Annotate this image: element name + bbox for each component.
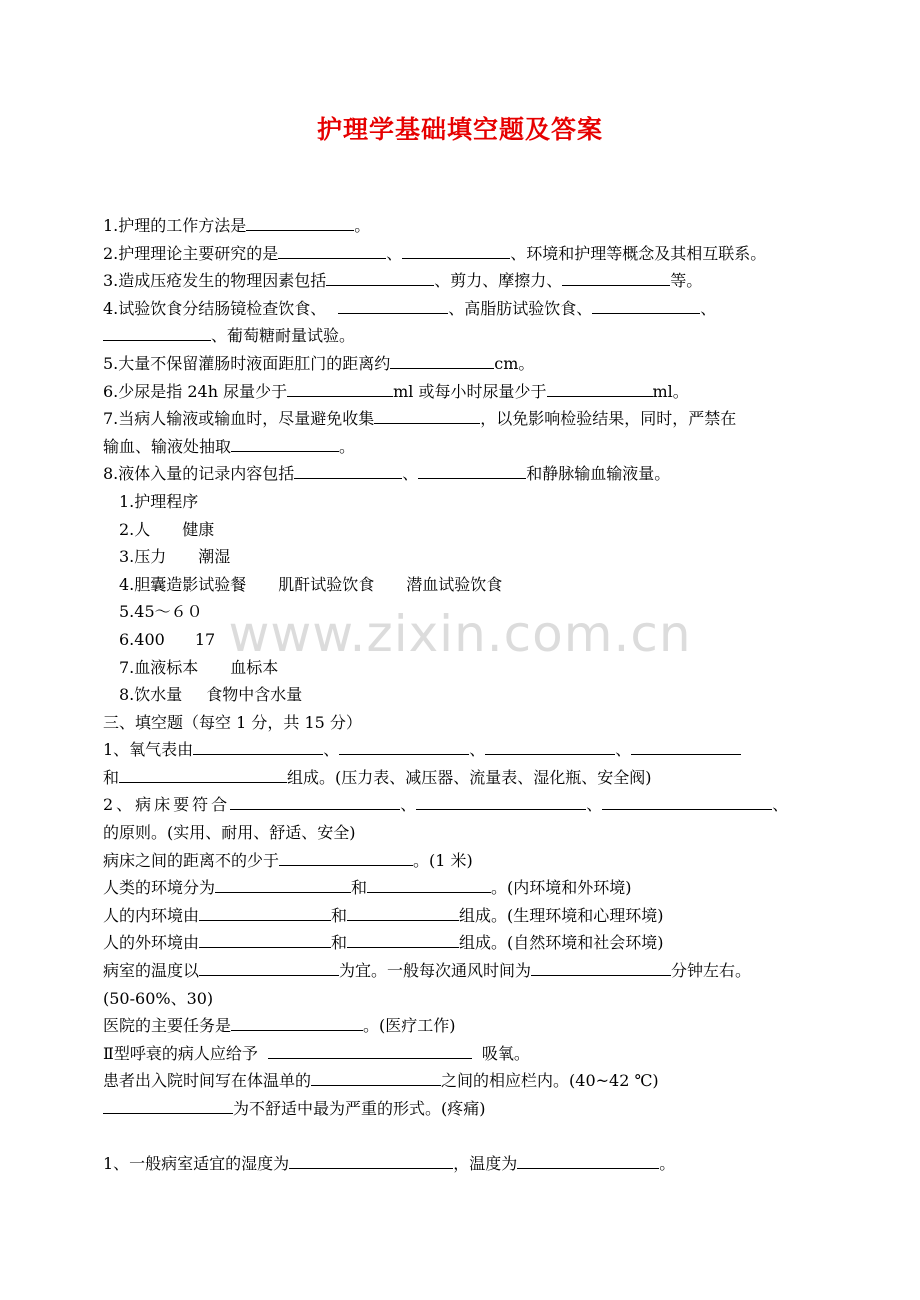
question-2 bbox=[103, 240, 823, 268]
answer-text: 潮湿 bbox=[198, 547, 231, 567]
question-text: 人类的环境分为 bbox=[103, 878, 216, 898]
answer-blank bbox=[311, 1070, 441, 1086]
question-text: Ⅱ型呼衰的病人应给予 bbox=[103, 1043, 258, 1063]
answer-blank bbox=[215, 877, 351, 893]
question-7 bbox=[103, 405, 823, 433]
answer-blank bbox=[517, 1153, 659, 1169]
answer-blank bbox=[531, 960, 671, 976]
answer-6 bbox=[103, 626, 823, 654]
section-question-7 bbox=[103, 957, 823, 985]
answer-blank bbox=[231, 436, 339, 452]
question-text: 之间的相应栏内。(40~42 ℃) bbox=[441, 1071, 659, 1091]
question-text: 。(内环境和外环境) bbox=[491, 878, 632, 898]
question-text: 和 bbox=[331, 933, 348, 953]
answer-text: 17 bbox=[194, 629, 216, 649]
section-question-11 bbox=[103, 1095, 823, 1123]
question-text: 的原则。(实用、耐用、舒适、安全) bbox=[103, 823, 356, 843]
question-text: ml 或每小时尿量少于 bbox=[393, 381, 547, 401]
answer-blank bbox=[287, 381, 393, 397]
question-text: 。(医疗工作) bbox=[363, 1016, 456, 1036]
question-text: 输血、输液处抽取 bbox=[103, 436, 232, 456]
question-text: 2、病床要符合 bbox=[103, 795, 231, 815]
question-text: 医院的主要任务是 bbox=[103, 1016, 232, 1036]
question-text: cm。 bbox=[494, 353, 535, 373]
question-text: ，以免影响检验结果，同时，严禁在 bbox=[480, 409, 737, 429]
question-4 bbox=[103, 295, 823, 323]
answer-1 bbox=[103, 488, 823, 516]
section-question-12 bbox=[103, 1150, 823, 1178]
answer-blank bbox=[279, 850, 413, 866]
question-text: ，温度为 bbox=[453, 1154, 518, 1174]
question-text: 病室的温度以 bbox=[103, 961, 200, 981]
answer-blank bbox=[103, 1098, 233, 1114]
answer-7 bbox=[103, 654, 823, 682]
answer-text: 8.饮水量 bbox=[119, 685, 183, 705]
page-title: 护理学基础填空题及答案 bbox=[316, 115, 603, 144]
question-text: 组成。(自然环境和社会环境) bbox=[459, 933, 664, 953]
section-question-9 bbox=[103, 1040, 823, 1068]
answer-text: 5.45～６０ bbox=[119, 602, 203, 622]
question-text: 和 bbox=[103, 767, 120, 787]
answer-blank bbox=[193, 739, 323, 755]
question-text: 患者出入院时间写在体温单的 bbox=[103, 1071, 312, 1091]
answer-blank bbox=[338, 298, 448, 314]
answer-blank bbox=[119, 767, 287, 783]
question-text: 1.护理的工作方法是 bbox=[103, 216, 247, 235]
question-text: 、剪力、摩擦力、 bbox=[434, 271, 563, 291]
question-text: 、 bbox=[400, 795, 417, 815]
question-text: 7.当病人输液或输血时，尽量避免收集 bbox=[103, 409, 375, 429]
answer-blank bbox=[230, 794, 400, 810]
answer-text: 潜血试验饮食 bbox=[406, 574, 503, 594]
answer-blank bbox=[402, 243, 510, 259]
question-text: 4.试验饮食分结肠镜检查饮食、 bbox=[103, 298, 327, 318]
question-8 bbox=[103, 460, 823, 488]
section-question-10 bbox=[103, 1067, 823, 1095]
question-text: 1、氧气表由 bbox=[103, 740, 194, 760]
question-text: 。(1 米) bbox=[413, 850, 473, 870]
question-text: 、 bbox=[700, 298, 717, 318]
question-text: ml。 bbox=[652, 381, 689, 401]
answer-blank bbox=[103, 325, 211, 341]
section-question-8 bbox=[103, 1012, 823, 1040]
answer-blank bbox=[289, 1153, 453, 1169]
question-text: 和静脉输血输液量。 bbox=[526, 464, 671, 484]
question-text: 、 bbox=[386, 243, 403, 263]
question-text: 病床之间的距离不的少于 bbox=[103, 850, 280, 870]
question-text: 、环境和护理等概念及其相互联系。 bbox=[510, 243, 767, 263]
question-5 bbox=[103, 350, 823, 378]
answer-text: 3.压力 bbox=[119, 547, 167, 567]
question-text: 2.护理理论主要研究的是 bbox=[103, 243, 279, 263]
section-question-7-cont bbox=[103, 985, 823, 1013]
question-text: 分钟左右。 bbox=[671, 961, 752, 981]
answer-text: 7.血液标本 bbox=[119, 657, 199, 677]
question-text: 1、一般病室适宜的湿度为 bbox=[103, 1154, 290, 1174]
question-text: 。 bbox=[659, 1154, 676, 1174]
answer-text: 6.400 bbox=[119, 629, 165, 649]
answer-blank bbox=[418, 463, 526, 479]
answer-blank bbox=[268, 1043, 472, 1059]
answer-text: 血标本 bbox=[230, 657, 279, 677]
answer-blank bbox=[547, 381, 653, 397]
answer-blank bbox=[390, 353, 494, 369]
answer-text: 肌酐试验饮食 bbox=[278, 574, 375, 594]
question-text: 5.大量不保留灌肠时液面距肛门的距离约 bbox=[103, 353, 391, 373]
answer-text: 2.人 bbox=[119, 519, 151, 539]
answer-blank bbox=[294, 463, 402, 479]
answer-2 bbox=[103, 516, 823, 544]
question-text: 。 bbox=[354, 216, 371, 235]
answer-text: 1.护理程序 bbox=[119, 491, 199, 511]
section-3-heading: 三、填空题（每空 1 分，共 15 分） bbox=[103, 712, 362, 732]
section-question-1-cont bbox=[103, 764, 823, 792]
answer-blank bbox=[199, 932, 331, 948]
answer-4 bbox=[103, 571, 823, 599]
answer-blank bbox=[347, 905, 459, 921]
answer-text: 健康 bbox=[182, 519, 215, 539]
question-text: 和 bbox=[351, 878, 368, 898]
question-text: 、 bbox=[402, 464, 419, 484]
answer-blank bbox=[347, 932, 459, 948]
answer-blank bbox=[631, 739, 741, 755]
section-question-1 bbox=[103, 736, 823, 764]
answer-blank bbox=[199, 960, 339, 976]
question-text: 为宜。一般每次通风时间为 bbox=[339, 961, 532, 981]
question-text: 3.造成压疮发生的物理因素包括 bbox=[103, 271, 327, 291]
question-text: 8.液体入量的记录内容包括 bbox=[103, 464, 295, 484]
answer-blank bbox=[602, 794, 772, 810]
section-question-6 bbox=[103, 929, 823, 957]
answer-blank bbox=[592, 298, 700, 314]
answer-blank bbox=[246, 215, 354, 231]
answer-blank bbox=[367, 877, 491, 893]
question-text: (50-60%、30) bbox=[103, 988, 214, 1008]
question-1 bbox=[103, 212, 823, 240]
question-text: 吸氧。 bbox=[481, 1043, 530, 1063]
answer-blank bbox=[199, 905, 331, 921]
answer-blank bbox=[485, 739, 615, 755]
question-text: 6.少尿是指 24h 尿量少于 bbox=[103, 381, 288, 401]
question-6 bbox=[103, 378, 823, 406]
question-text: 、 bbox=[772, 795, 789, 815]
question-text: 、 bbox=[586, 795, 603, 815]
answer-text: 食物中含水量 bbox=[206, 685, 303, 705]
answer-blank bbox=[339, 739, 469, 755]
answer-text: 4.胆囊造影试验餐 bbox=[119, 574, 247, 594]
question-text: 为不舒适中最为严重的形式。(疼痛) bbox=[233, 1099, 486, 1118]
section-question-3 bbox=[103, 847, 823, 875]
answer-3 bbox=[103, 543, 823, 571]
answer-8 bbox=[103, 681, 823, 709]
answer-blank bbox=[278, 243, 386, 259]
document-body bbox=[103, 212, 823, 1178]
question-4-cont bbox=[103, 322, 823, 350]
question-text: 等。 bbox=[670, 271, 703, 291]
section-question-4 bbox=[103, 874, 823, 902]
question-text: 和 bbox=[331, 905, 348, 925]
question-text: 、 bbox=[469, 740, 486, 760]
blank-line bbox=[103, 1123, 823, 1151]
question-text: 组成。(生理环境和心理环境) bbox=[459, 905, 664, 925]
watermark: www.zixin.com.cn bbox=[228, 605, 692, 663]
answer-blank bbox=[562, 270, 670, 286]
answer-blank bbox=[231, 1015, 363, 1031]
section-question-2-cont bbox=[103, 819, 823, 847]
section-question-5 bbox=[103, 902, 823, 930]
answer-blank bbox=[416, 794, 586, 810]
question-text: 、高脂肪试验饮食、 bbox=[448, 298, 593, 318]
answer-blank bbox=[374, 408, 480, 424]
question-text: 、 bbox=[615, 740, 632, 760]
answer-blank bbox=[326, 270, 434, 286]
question-text: 、 bbox=[323, 740, 340, 760]
question-text: 组成。(压力表、减压器、流量表、湿化瓶、安全阀) bbox=[287, 767, 652, 787]
question-3 bbox=[103, 267, 823, 295]
question-7-cont bbox=[103, 433, 823, 461]
question-text: 人的内环境由 bbox=[103, 905, 200, 925]
answer-5 bbox=[103, 598, 823, 626]
section-question-2 bbox=[103, 791, 823, 819]
question-text: 。 bbox=[339, 436, 356, 456]
question-text: 、葡萄糖耐量试验。 bbox=[211, 326, 356, 346]
question-text: 人的外环境由 bbox=[103, 933, 200, 953]
